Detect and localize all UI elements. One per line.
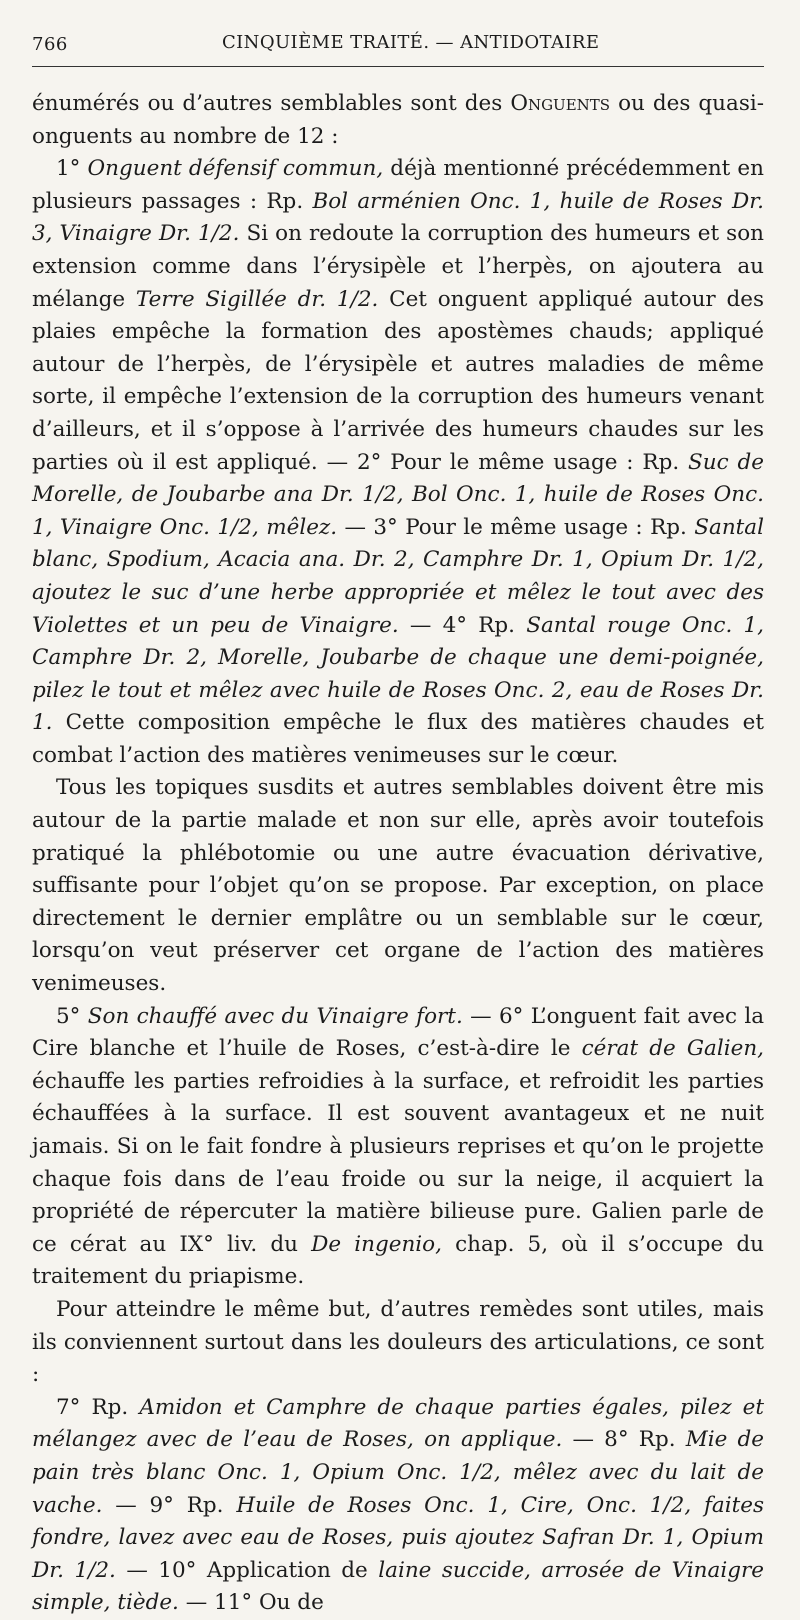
paragraph [32,1001,764,1294]
paragraph [32,772,764,1000]
text-run: Si on redoute la corruption des humeurs et son extension comme dans l’érysipèle et l’herpès, on ajoutera au mélange [32,221,764,312]
italic-text: De ingenio, [311,1231,442,1257]
text-run: déjà mentionné précédemment en plusieurs passages : Rp. [32,156,764,214]
text-run: Cette composition empêche le flux des matières chaudes et combat l’action des matières venimeuses sur le cœur. [32,710,764,768]
text-run: énumérés ou d’autres semblables sont des [32,91,511,116]
italic-text: Suc de Morelle, de Joubarbe ana Dr. 1/2, Bol Onc. 1, huile de Roses Onc. 1, Vinaigre Onc. 1/2, mêlez. [32,449,764,540]
italic-text: Onguent défensif commun, [87,156,384,182]
text-run: — 9° Rp. [102,1492,237,1518]
italic-text: Santal blanc, Spodium, Acacia ana. Dr. 2, Camphre Dr. 1, Opium Dr. 1/2, ajoutez le suc d’une herbe appropriée et mêlez le tout avec des Violettes et un peu de Vinaigre. [32,514,764,638]
text-run: 1° [56,156,88,182]
text-run: — 10° Application de [115,1557,379,1583]
text-run: — 8° Rp. [562,1427,686,1453]
italic-text: cérat de Galien, [581,1036,764,1062]
paragraph [32,153,764,772]
text-run: — 6° L’onguent fait avec la Cire blanche et l’huile de Roses, c’est-à-dire le [32,1003,765,1062]
page-number: 766 [32,34,68,55]
text-run: ou des quasi-onguents au nombre de 12 : [32,91,764,149]
text-run: 5° [56,1003,88,1029]
page-header [32,28,764,62]
italic-text: Huile de Roses Onc. 1, Cire, Onc. 1/2, faites fondre, lavez avec eau de Roses, puis ajoutez Safran Dr. 1, Opium Dr. 1/2. [32,1492,764,1583]
small-caps-text: Onguents [510,91,611,116]
text-run: 7° Rp. [56,1394,140,1420]
paragraph [32,1392,764,1620]
italic-text: Son chauffé avec du Vinaigre fort. [87,1003,463,1029]
italic-text: laine succide, arrosée de Vinaigre simple, tiède. [32,1557,764,1616]
italic-text: Bol arménien Onc. 1, huile de Roses Dr. 3, Vinaigre Dr. 1/2. [32,188,764,247]
text-run: — 3° Pour le même usage : Rp. [337,514,695,540]
body-text [32,88,764,1620]
italic-text: Terre Sigillée dr. 1/2. [135,286,379,312]
text-run: — 4° Rp. [398,612,527,638]
header-rule [32,66,764,67]
running-head: CINQUIÈME TRAITÉ. — ANTIDOTAIRE [222,32,600,53]
text-run: chap. 5, où il s’occupe du traitement du priapisme. [32,1231,765,1290]
italic-text: Mie de pain très blanc Onc. 1, Opium Onc. 1/2, mêlez avec du lait de vache. [32,1427,765,1518]
text-run: Cet onguent appliqué autour des plaies empêche la formation des apostèmes chauds; appliqué autour de l’herpès, de l’érysipèle et autres maladies de même sorte, il empêche l’extension de la corruption des humeurs venant d’ailleurs, et il s’oppose à l’arrivée des humeurs chaudes sur les parties où il est appliqué. — 2° Pour le même usage : Rp. [32,286,764,475]
text-run: — 11° Ou de [178,1590,324,1616]
text-run: Pour atteindre le même but, d’autres remèdes sont utiles, mais ils conviennent surtout dans les douleurs des articulations, ce sont : [32,1296,764,1388]
text-run: échauffe les parties refroidies à la surface, et refroidit les parties échauffées à la surface. Il est souvent avantageux et ne nuit jamais. Si on le fait fondre à plusieurs reprises et qu’on le projette chaque fois dans de l’eau froide ou sur la neige, il acquiert la propriété de répercuter la matière bilieuse pure. Galien parle de ce cérat au IX° liv. du [32,1068,764,1257]
paragraph [32,1294,764,1392]
italic-text: Amidon et Camphre de chaque parties égales, pilez et mélangez avec de l’eau de Roses, on applique. [32,1394,764,1453]
paragraph [32,88,764,153]
text-run: Tous les topiques susdits et autres semblables doivent être mis autour de la partie malade et non sur elle, après avoir toutefois pratiqué la phlébotomie ou une autre évacuation dérivative, suffisante pour l’objet qu’on se propose. Par exception, on place directement le dernier emplâtre ou un semblable sur le cœur, lorsqu’on veut préserver cet organe de l’action des matières venimeuses. [32,775,764,997]
italic-text: Santal rouge Onc. 1, Camphre Dr. 2, Morelle, Joubarbe de chaque une demi-poignée, pilez le tout et mêlez avec huile de Roses Onc. 2, eau de Roses Dr. 1. [32,612,764,736]
